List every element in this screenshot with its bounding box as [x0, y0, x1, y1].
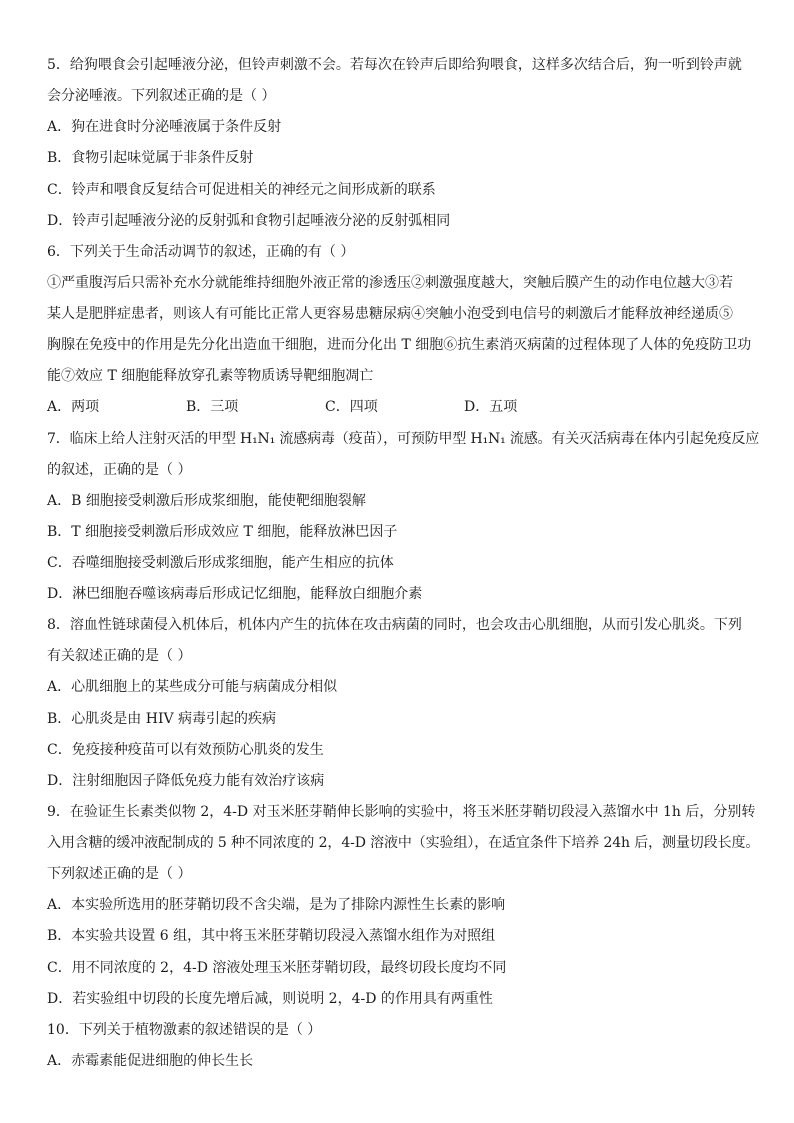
- q10-stem: 10．下列关于植物激素的叙述错误的是（ ）: [47, 1022, 322, 1038]
- q8-option-a: A．心肌细胞上的某些成分可能与病菌成分相似: [47, 679, 338, 695]
- q6-options: [47, 397, 759, 417]
- q5-stem-line2: 会分泌唾液。下列叙述正确的是（ ）: [47, 88, 276, 104]
- q5-option-b: B．食物引起味觉属于非条件反射: [47, 150, 254, 166]
- q8-option-c: C．免疫接种疫苗可以有效预防心肌炎的发生: [47, 742, 324, 758]
- q5-stem-line1: 5．给狗喂食会引起唾液分泌，但铃声刺激不会。若每次在铃声后即给狗喂食，这样多次结合后，狗一听到铃声就: [47, 57, 742, 73]
- q7-option-c: C．吞噬细胞接受刺激后形成浆细胞，能产生相应的抗体: [47, 555, 394, 571]
- q9-stem-line3: 下列叙述正确的是（ ）: [47, 866, 192, 882]
- q5-option-c: C．铃声和喂食反复结合可促进相关的神经元之间形成新的联系: [47, 182, 436, 198]
- q9-option-c: C．用不同浓度的 2，4-D 溶液处理玉米胚芽鞘切段，最终切段长度均不同: [47, 960, 507, 976]
- q7-option-b: B．T 细胞接受刺激后形成效应 T 细胞，能释放淋巴因子: [47, 524, 398, 540]
- q6-option-c: C．四项: [325, 399, 378, 415]
- q6-stem: 6．下列关于生命活动调节的叙述，正确的有（ ）: [47, 244, 355, 260]
- q6-statement-line2: 某人是肥胖症患者，则该人有可能比正常人更容易患糖尿病④突触小泡受到电信号的刺激后才能释放神经递质⑤: [47, 306, 733, 322]
- q9-stem-line2: 入用含糖的缓冲液配制成的 5 种不同浓度的 2，4-D 溶液中（实验组），在适宜条件下培养 24h 后，测量切段长度。: [47, 835, 760, 851]
- q6-option-d: D．五项: [464, 399, 518, 415]
- q8-option-b: B．心肌炎是由 HIV 病毒引起的疾病: [47, 711, 277, 727]
- q9-option-d: D．若实验组中切段的长度先增后减，则说明 2，4-D 的作用具有两重性: [47, 991, 493, 1007]
- q9-option-b: B．本实验共设置 6 组，其中将玉米胚芽鞘切段浸入蒸馏水组作为对照组: [47, 928, 496, 944]
- q9-stem-line1: 9．在验证生长素类似物 2，4-D 对玉米胚芽鞘伸长影响的实验中，将玉米胚芽鞘切段浸入蒸馏水中 1h 后，分别转: [47, 804, 756, 820]
- q10-option-a: A．赤霉素能促进细胞的伸长生长: [47, 1053, 254, 1069]
- q7-stem-line1: 7．临床上给人注射灭活的甲型 H₁N₁ 流感病毒（疫苗），可预防甲型 H₁N₁ 流感。有关灭活病毒在体内引起免疫反应: [47, 431, 760, 447]
- q6-statement-line3: 胸腺在免疫中的作用是先分化出造血干细胞，进而分化出 T 细胞⑥抗生素消灭病菌的过程体现了人体的免疫防卫功: [47, 337, 752, 353]
- q8-option-d: D．注射细胞因子降低免疫力能有效治疗该病: [47, 773, 325, 789]
- q6-option-a: A．两项: [47, 399, 100, 415]
- q6-statement-line4: 能⑦效应 T 细胞能释放穿孔素等物质诱导靶细胞凋亡: [47, 368, 374, 384]
- q7-option-d: D．淋巴细胞吞噬该病毒后形成记忆细胞，能释放白细胞介素: [47, 586, 423, 602]
- q8-stem-line2: 有关叙述正确的是（ ）: [47, 648, 192, 664]
- q6-statement-line1: ①严重腹泻后只需补充水分就能维持细胞外液正常的渗透压②刺激强度越大，突触后膜产生的动作电位越大③若: [47, 275, 733, 291]
- q6-option-b: B．三项: [186, 399, 239, 415]
- q8-stem-line1: 8．溶血性链球菌侵入机体后，机体内产生的抗体在攻击病菌的同时，也会攻击心肌细胞，从而引发心肌炎。下列: [47, 617, 742, 633]
- q7-option-a: A．B 细胞接受刺激后形成浆细胞，能使靶细胞裂解: [47, 493, 366, 509]
- q9-option-a: A．本实验所选用的胚芽鞘切段不含尖端，是为了排除内源性生长素的影响: [47, 897, 506, 913]
- q5-option-d: D．铃声引起唾液分泌的反射弧和食物引起唾液分泌的反射弧相同: [47, 213, 451, 229]
- q7-stem-line2: 的叙述，正确的是（ ）: [47, 462, 192, 478]
- q5-option-a: A．狗在进食时分泌唾液属于条件反射: [47, 119, 282, 135]
